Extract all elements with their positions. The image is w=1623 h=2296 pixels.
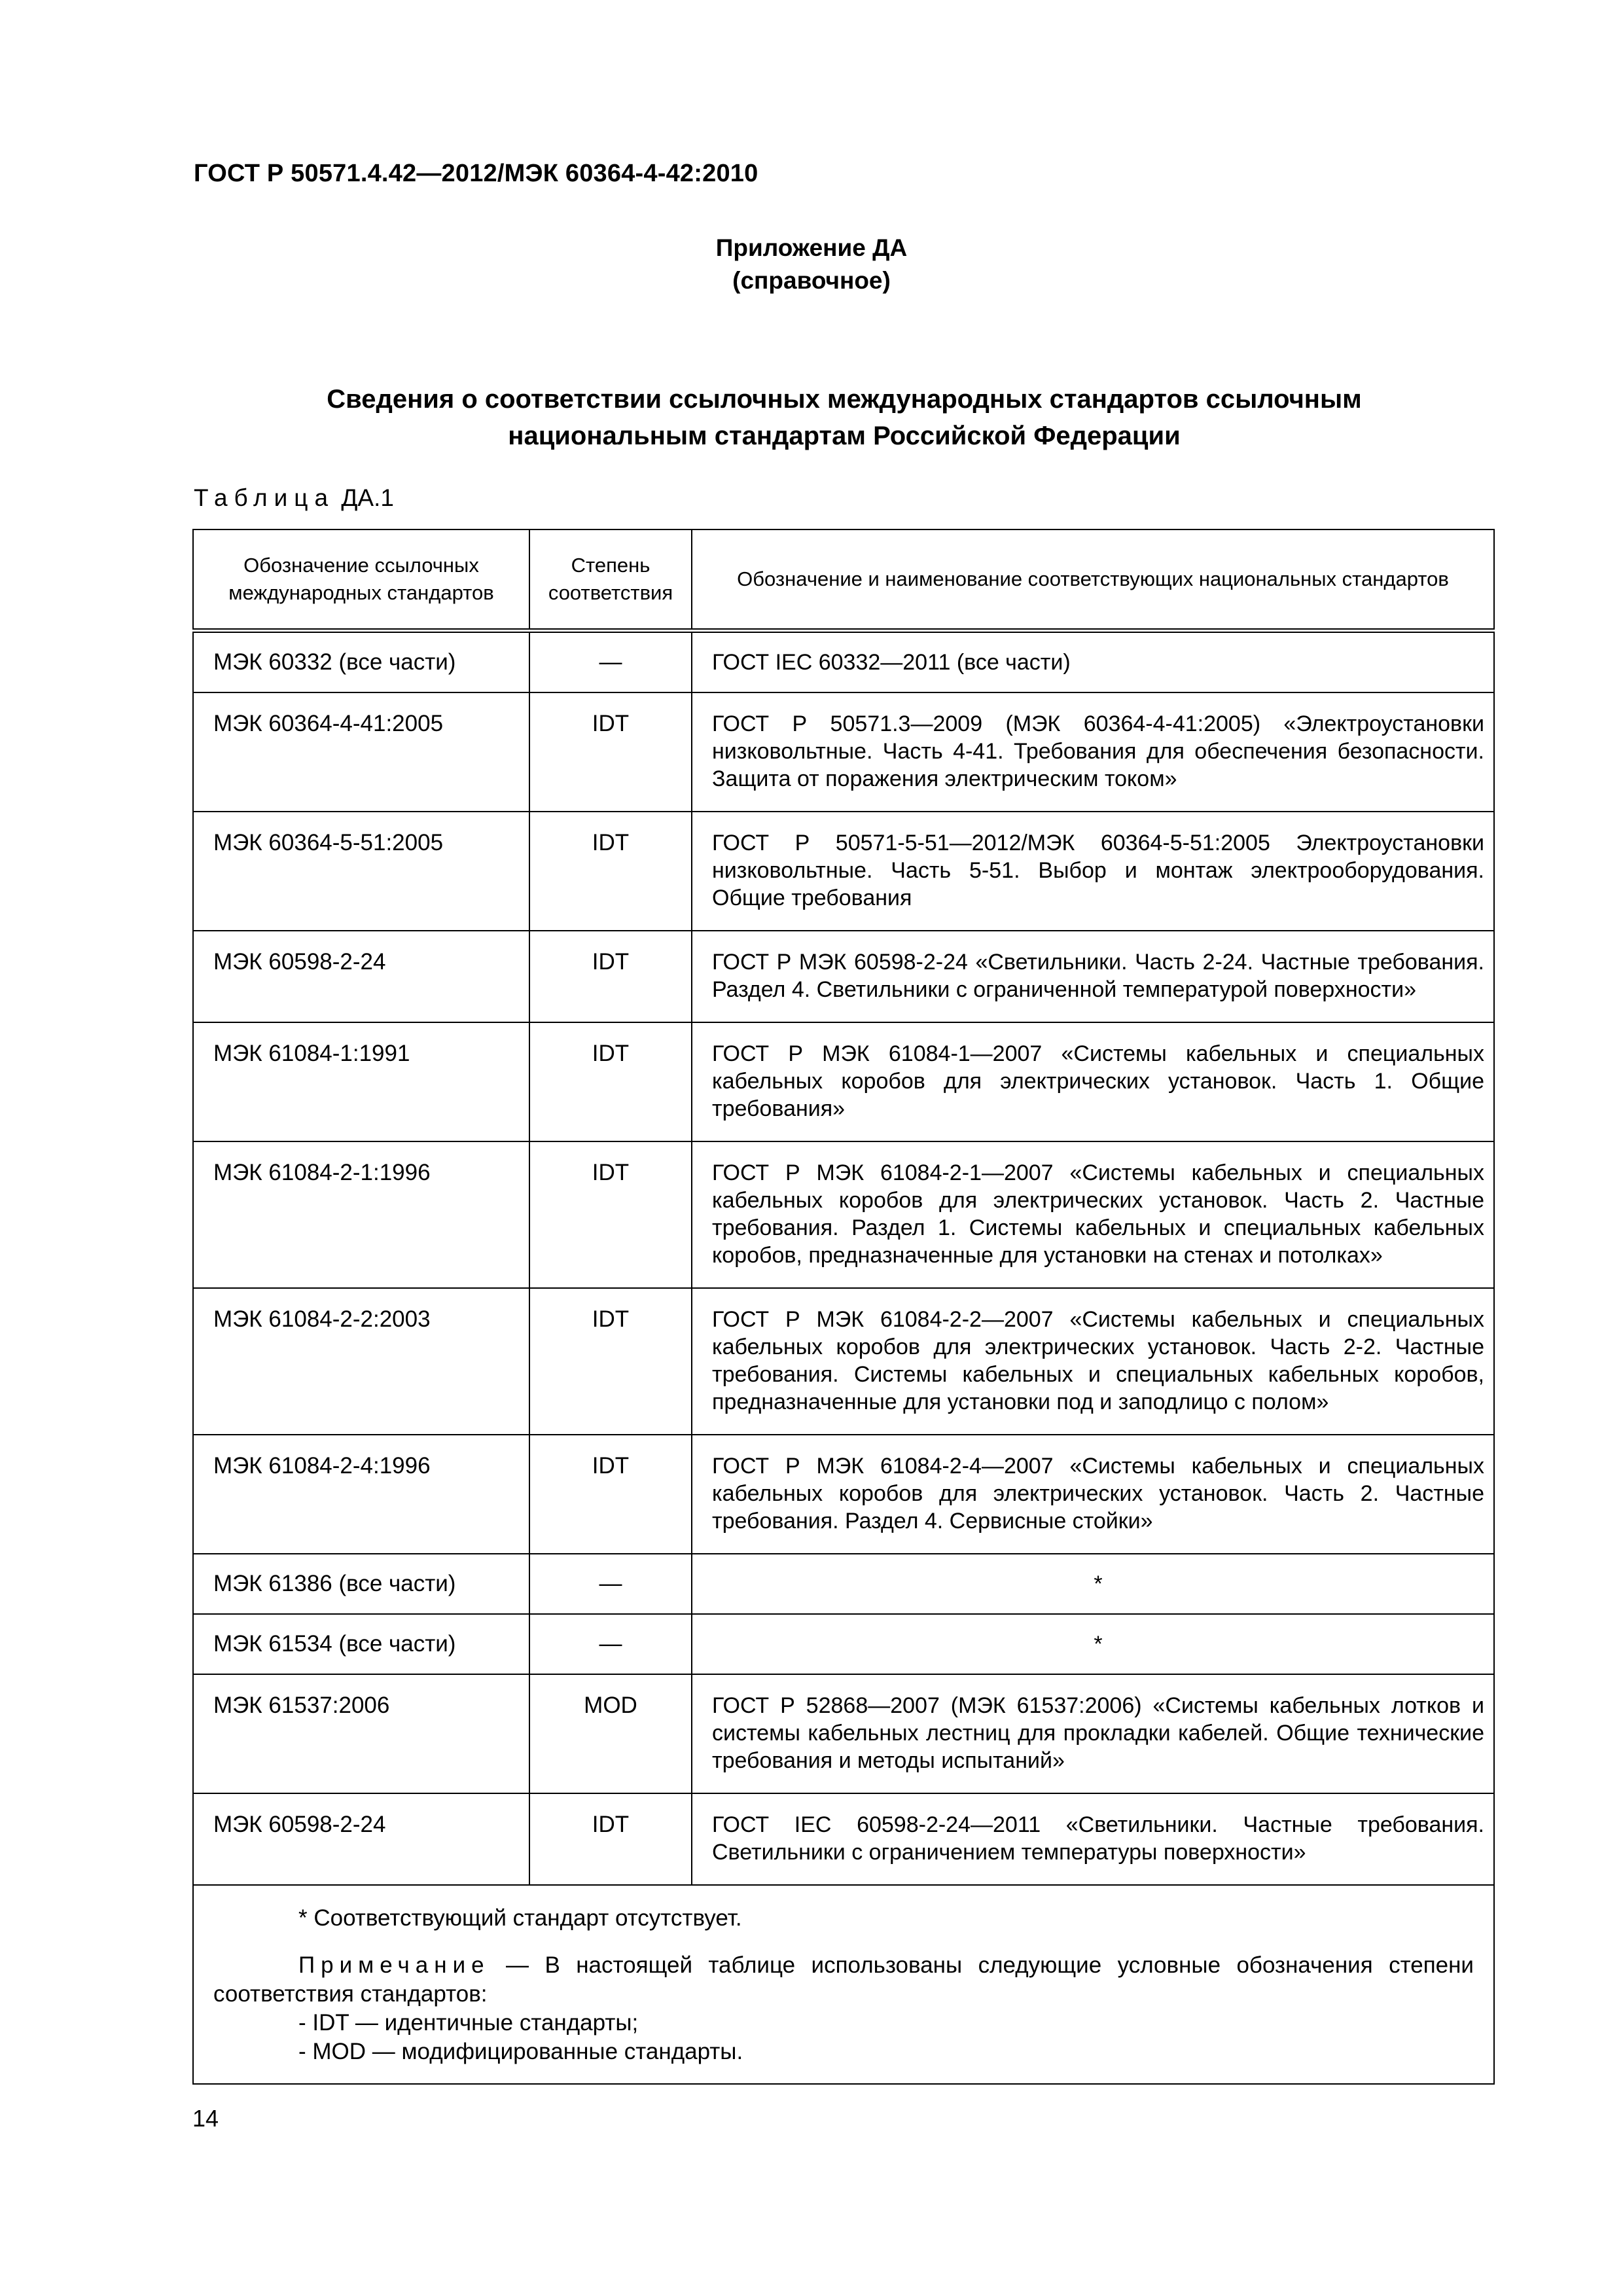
cell-international: МЭК 61534 (все части) bbox=[193, 1614, 529, 1674]
cell-international: МЭК 61084-1:1991 bbox=[193, 1022, 529, 1141]
cell-national: ГОСТ Р 50571-5-51—2012/МЭК 60364-5-51:2005 Электроустановки низковольтные. Часть 5-51. Выбор и монтаж электрооборудования. Общие требования bbox=[692, 812, 1494, 931]
cell-degree: IDT bbox=[529, 812, 692, 931]
cell-national: ГОСТ IEC 60332—2011 (все части) bbox=[692, 631, 1494, 693]
cell-international: МЭК 60598-2-24 bbox=[193, 931, 529, 1022]
table-footnote bbox=[193, 1885, 1494, 2084]
page-number: 14 bbox=[192, 2105, 219, 2132]
table-row bbox=[193, 1614, 1494, 1674]
cell-international: МЭК 61537:2006 bbox=[193, 1674, 529, 1793]
section-title-line-1: Сведения о соответствии ссылочных международных стандартов ссылочным bbox=[327, 385, 1362, 414]
cell-degree: MOD bbox=[529, 1674, 692, 1793]
cell-degree: IDT bbox=[529, 1022, 692, 1141]
table-label bbox=[194, 484, 394, 512]
note-list-item: - IDT — идентичные стандарты; bbox=[298, 2010, 639, 2036]
note-label: Примечание bbox=[298, 1952, 490, 1978]
cell-degree: IDT bbox=[529, 1793, 692, 1885]
table-row bbox=[193, 812, 1494, 931]
cell-international: МЭК 61084-2-4:1996 bbox=[193, 1435, 529, 1554]
section-title bbox=[194, 381, 1495, 454]
cell-degree: IDT bbox=[529, 931, 692, 1022]
cell-national: ГОСТ Р 52868—2007 (МЭК 61537:2006) «Системы кабельных лотков и системы кабельных лестниц для прокладки кабелей. Общие технические требования и методы испытаний» bbox=[692, 1674, 1494, 1793]
cell-degree: IDT bbox=[529, 1141, 692, 1288]
header-international-standard: Обозначение ссылочных международных стандартов bbox=[193, 529, 529, 631]
annex-heading bbox=[681, 232, 942, 297]
cell-international: МЭК 60364-5-51:2005 bbox=[193, 812, 529, 931]
cell-degree: — bbox=[529, 631, 692, 693]
cell-degree: — bbox=[529, 1554, 692, 1614]
table-row bbox=[193, 1793, 1494, 1885]
table-label-prefix: Таблица bbox=[194, 484, 335, 511]
cell-degree: IDT bbox=[529, 1288, 692, 1435]
table-row bbox=[193, 692, 1494, 812]
section-title-line-2: национальным стандартам Российской Федерации bbox=[508, 422, 1181, 450]
table-label-number: ДА.1 bbox=[341, 484, 394, 511]
cell-national: * bbox=[692, 1614, 1494, 1674]
table-row bbox=[193, 631, 1494, 693]
annex-title: Приложение ДА bbox=[715, 234, 908, 261]
table-row bbox=[193, 1674, 1494, 1793]
cell-national: ГОСТ Р МЭК 60598-2-24 «Светильники. Часть 2-24. Частные требования. Раздел 4. Светильники с ограниченной температурой поверхности» bbox=[692, 931, 1494, 1022]
standards-correspondence-table bbox=[192, 529, 1495, 2085]
cell-degree: — bbox=[529, 1614, 692, 1674]
table-row bbox=[193, 1288, 1494, 1435]
cell-national: ГОСТ IEC 60598-2-24—2011 «Светильники. Частные требования. Светильники с ограничением температуры поверхности» bbox=[692, 1793, 1494, 1885]
cell-national: ГОСТ Р МЭК 61084-1—2007 «Системы кабельных и специальных кабельных коробов для электрических установок. Часть 1. Общие требования» bbox=[692, 1022, 1494, 1141]
cell-international: МЭК 60598-2-24 bbox=[193, 1793, 529, 1885]
cell-international: МЭК 61084-2-2:2003 bbox=[193, 1288, 529, 1435]
cell-national: ГОСТ Р МЭК 61084-2-1—2007 «Системы кабельных и специальных кабельных коробов для электрических установок. Часть 2. Частные требования. Раздел 1. Системы кабельных и специальных кабельных коробов, предназначенные для установки на стенах и потолках» bbox=[692, 1141, 1494, 1288]
cell-international: МЭК 61386 (все части) bbox=[193, 1554, 529, 1614]
cell-international: МЭК 60332 (все части) bbox=[193, 631, 529, 693]
table-row bbox=[193, 931, 1494, 1022]
footnote-note bbox=[213, 1951, 1474, 2009]
header-national-standard: Обозначение и наименование соответствующих национальных стандартов bbox=[692, 529, 1494, 631]
table-row bbox=[193, 1022, 1494, 1141]
cell-degree: IDT bbox=[529, 692, 692, 812]
note-list-item: - MOD — модифицированные стандарты. bbox=[298, 2039, 743, 2064]
table-row bbox=[193, 1435, 1494, 1554]
cell-national: * bbox=[692, 1554, 1494, 1614]
note-text: — В настоящей таблице использованы следующие условные обозначения степени соответствия стандартов: bbox=[213, 1952, 1474, 2007]
header-degree: Степень соответствия bbox=[529, 529, 692, 631]
cell-international: МЭК 60364-4-41:2005 bbox=[193, 692, 529, 812]
cell-national: ГОСТ Р МЭК 61084-2-4—2007 «Системы кабельных и специальных кабельных коробов для электрических установок. Часть 2. Частные требования. Раздел 4. Сервисные стойки» bbox=[692, 1435, 1494, 1554]
table-footnote-row bbox=[193, 1885, 1494, 2084]
footnote-asterisk: * Соответствующий стандарт отсутствует. bbox=[298, 1905, 742, 1931]
table-row bbox=[193, 1554, 1494, 1614]
cell-international: МЭК 61084-2-1:1996 bbox=[193, 1141, 529, 1288]
cell-national: ГОСТ Р 50571.3—2009 (МЭК 60364-4-41:2005) «Электроустановки низковольтные. Часть 4-41. Требования для обеспечения безопасности. Защита от поражения электрическим током» bbox=[692, 692, 1494, 812]
cell-national: ГОСТ Р МЭК 61084-2-2—2007 «Системы кабельных и специальных кабельных коробов для электрических установок. Часть 2-2. Частные требования. Системы кабельных и специальных кабельных коробов, предназначенные для установки под и заподлицо с полом» bbox=[692, 1288, 1494, 1435]
table-row bbox=[193, 1141, 1494, 1288]
table-header-row bbox=[193, 529, 1494, 631]
cell-degree: IDT bbox=[529, 1435, 692, 1554]
annex-kind: (справочное) bbox=[732, 267, 891, 294]
document-code-header: ГОСТ Р 50571.4.42—2012/МЭК 60364-4-42:2010 bbox=[194, 160, 758, 187]
